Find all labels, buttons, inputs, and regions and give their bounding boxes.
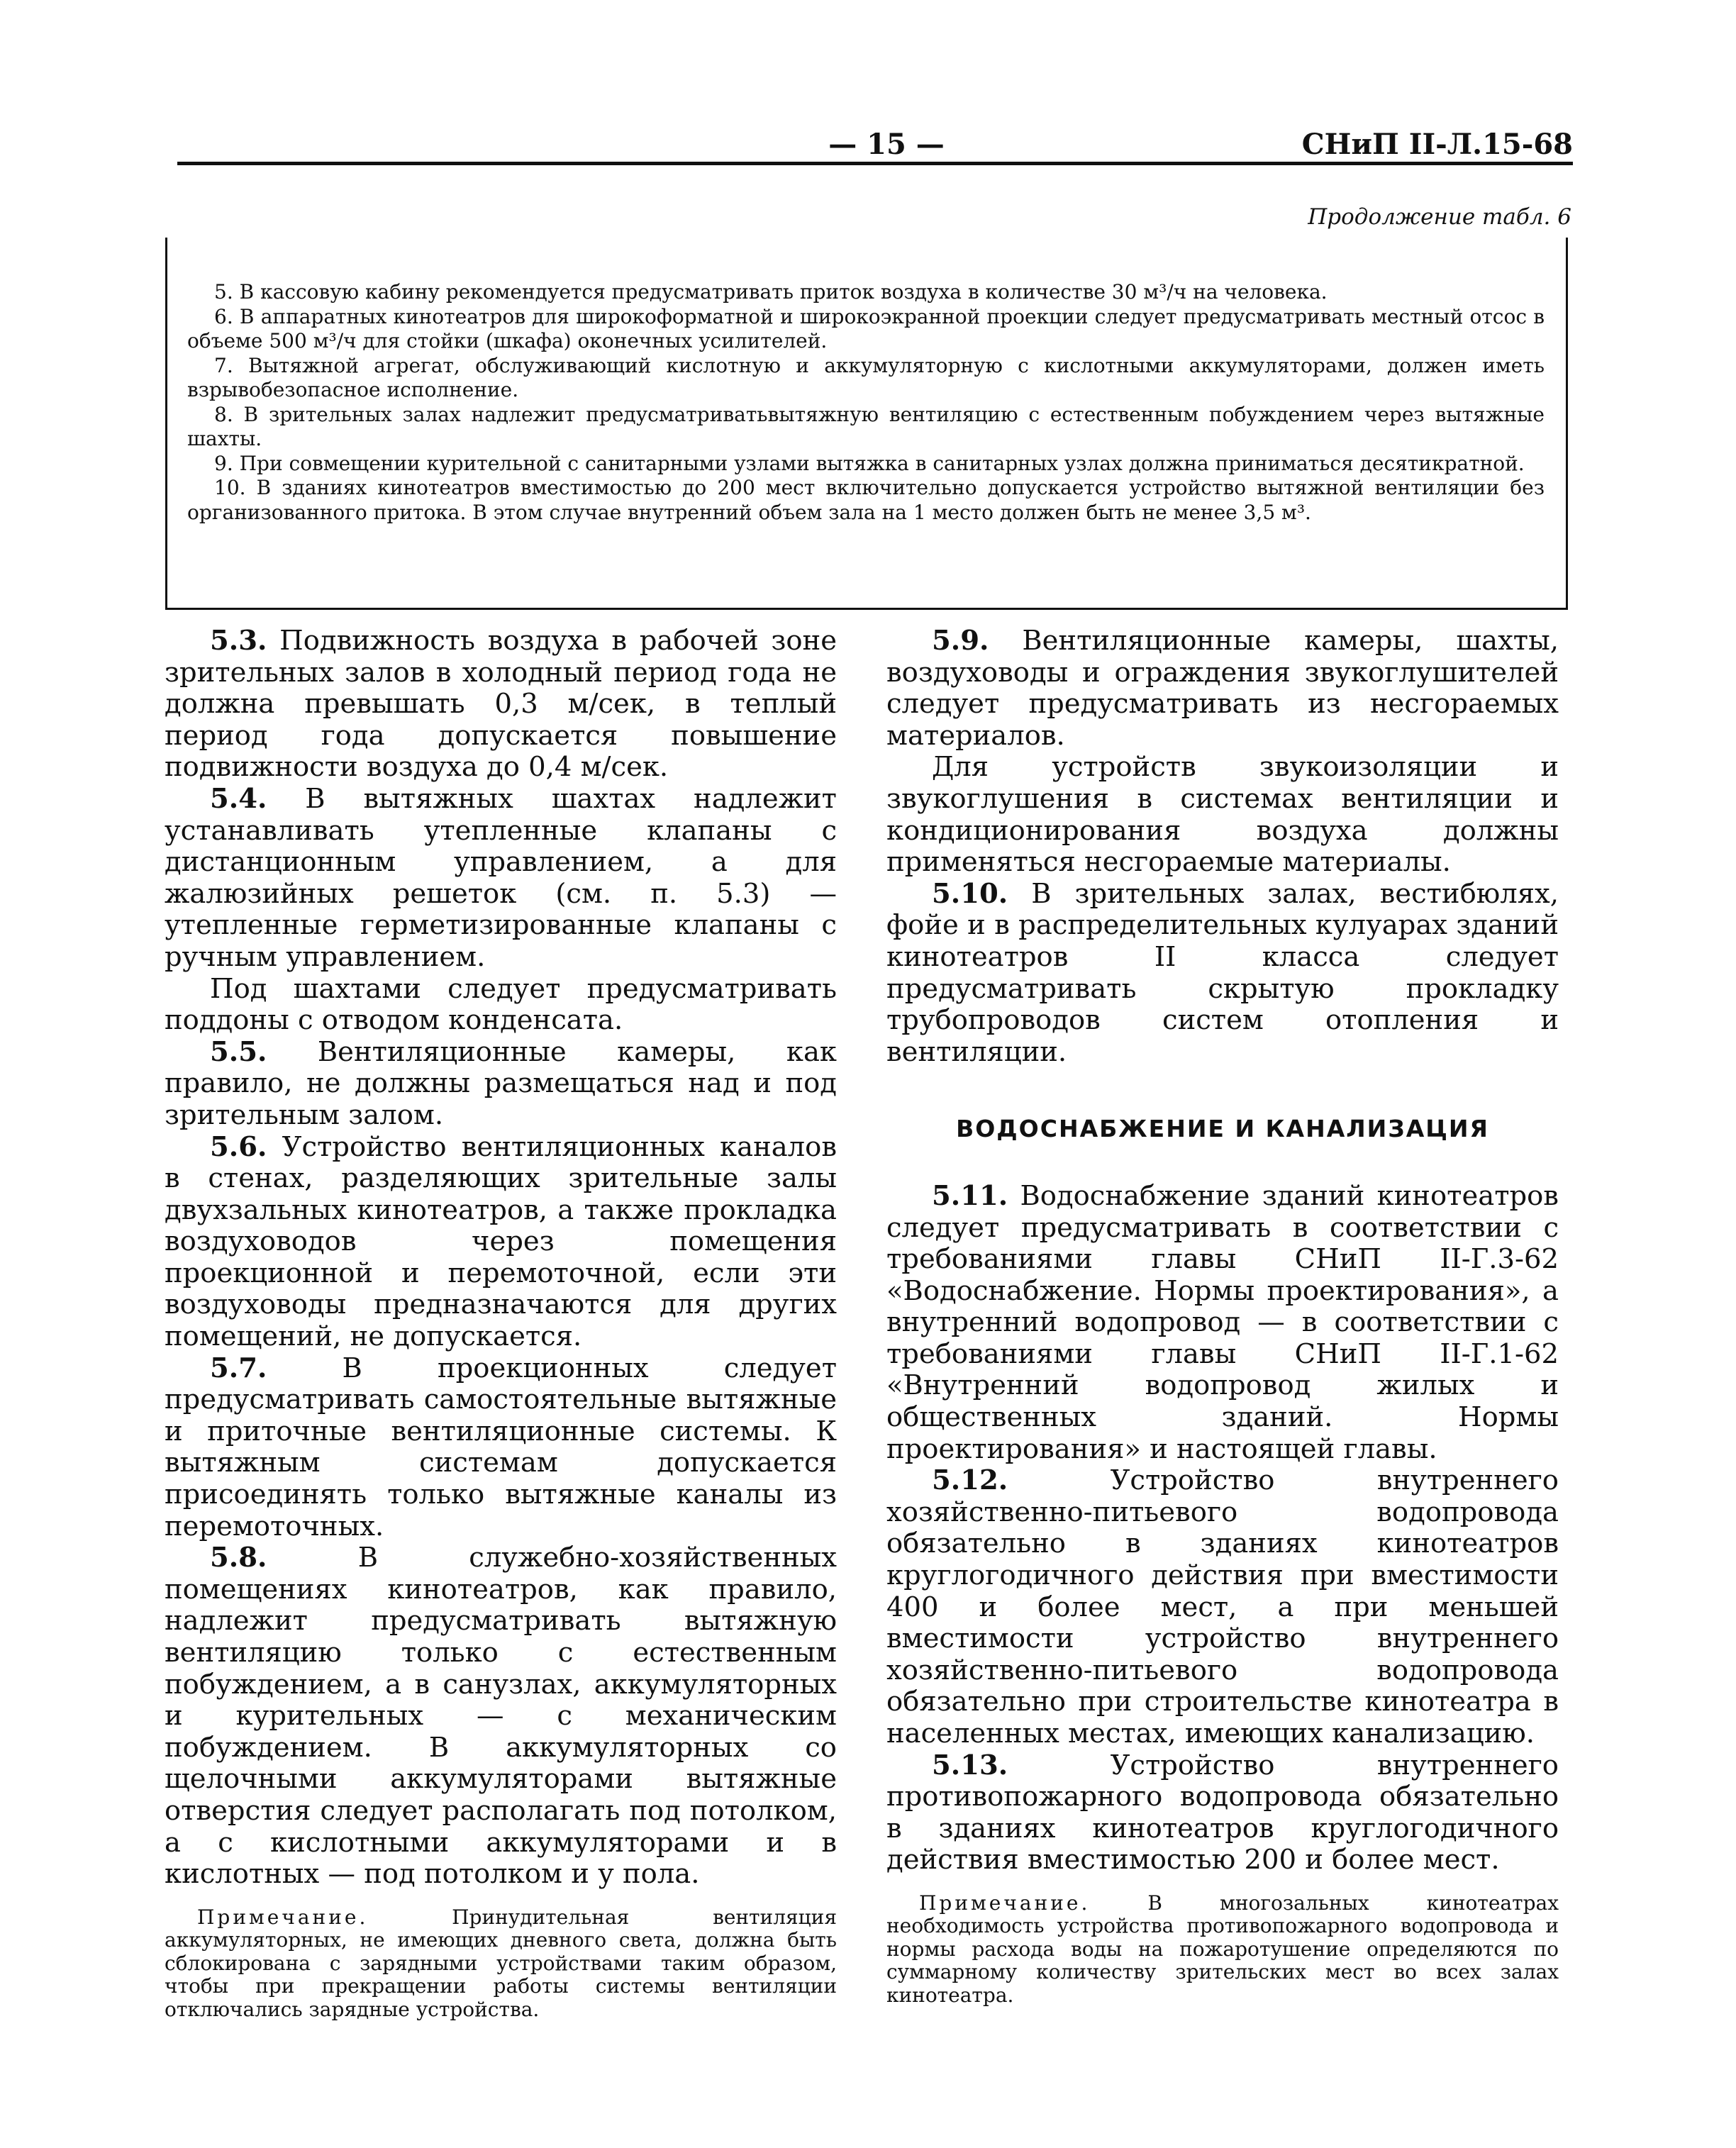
page-number: — 15 — — [828, 128, 945, 161]
clause-text: Устройство внутреннего противопожарного водопровода обязательно в зданиях кинотеатров круглогодичного действия вместимостью 200 и более мест. — [886, 1749, 1559, 1876]
clause-number: 5.7. — [210, 1352, 267, 1384]
clause-text: В служебно-хозяйственных помещениях кинотеатров, как правило, надлежит предусматривать вытяжную вентиляцию только с естественным побуждением, а в санузлах, аккумуляторных и курительных — с механическим побуждением. В аккумуляторных со щелочными аккумуляторами вытяжные отверстия следует располагать под потолком, а с кислотными аккумуляторами и в кислотных — под потолком и у пола. — [165, 1542, 837, 1891]
clause-5-8 — [165, 1542, 837, 1891]
clause-text: В проекционных следует предусматривать самостоятельные вытяжные и приточные вентиляционные системы. К вытяжным системам допускается присоединять только вытяжные каналы из перемоточных. — [165, 1352, 837, 1542]
table-note-6: 6. В аппаратных кинотеатров для широкоформатной и широкоэкранной проекции следует предусматривать местный отсос в объеме 500 м³/ч для стойки (шкафа) оконечных усилителей. — [187, 304, 1545, 352]
clause-text: В зрительных залах, вестибюлях, фойе и в распределительных кулуарах зданий кинотеатров II класса следует предусматривать скрытую прокладку трубопроводов систем отопления и вентиляции. — [886, 877, 1559, 1068]
header-divider — [177, 162, 1573, 165]
clause-text: Вентиляционные камеры, как правило, не должны размещаться над и под зрительным залом. — [165, 1035, 837, 1131]
clause-text: В вытяжных шахтах надлежит устанавливать утепленные клапаны с дистанционным управлением, а для жалюзийных решеток (см. п. 5.3) — утепленные герметизированные клапаны с ручным управлением. — [165, 782, 837, 973]
section-heading: ВОДОСНАБЖЕНИЕ И КАНАЛИЗАЦИЯ — [956, 1115, 1489, 1143]
table-continuation-label: Продолжение табл. 6 — [1308, 204, 1571, 230]
clause-5-4-continued: Под шахтами следует предусматривать поддоны с отводом конденсата. — [165, 972, 837, 1037]
right-column — [886, 625, 1559, 2007]
clause-number: 5.3. — [210, 625, 267, 657]
clause-5-9 — [886, 625, 1559, 752]
table-note-10: 10. В зданиях кинотеатров вместимостью до 200 мест включительно допускается устройство вытяжной вентиляции без организованного притока. В этом случае внутренний объем зала на 1 место должен быть не менее 3,5 м³. — [187, 476, 1545, 524]
table-note-8: 8. В зрительных залах надлежит предусматриватьвытяжную вентиляцию с естественным побуждением через вытяжные шахты. — [187, 402, 1545, 450]
clause-5-11 — [886, 1181, 1559, 1465]
note-label: Примечание. — [197, 1905, 369, 1929]
clause-5-9-continued: Для устройств звукоизоляции и звукоглушения в системах вентиляции и кондиционирования воздуха должны применяться несгораемые материалы. — [886, 751, 1559, 879]
left-column — [165, 625, 837, 2021]
clause-number: 5.6. — [210, 1130, 267, 1163]
table-note-5: 5. В кассовую кабину рекомендуется предусматривать приток воздуха в количестве 30 м³/ч на человека. — [214, 280, 1328, 304]
note-label: Примечание. — [919, 1891, 1091, 1915]
left-note — [165, 1906, 837, 2022]
clause-text: Подвижность воздуха в рабочей зоне зрительных залов в холодный период года не должна превышать 0,3 м/сек, в теплый период года допускается повышение подвижности воздуха до 0,4 м/сек. — [165, 625, 837, 784]
table-notes-box — [165, 238, 1568, 610]
table-note-9: 9. При совмещении курительной с санитарными узлами вытяжка в санитарных узлах должна приниматься десятикратной. — [214, 451, 1525, 475]
clause-number: 5.9. — [932, 625, 989, 657]
clause-text: Водоснабжение зданий кинотеатров следует предусматривать в соответствии с требованиями главы СНиП II-Г.3-62 «Водоснабжение. Нормы проектирования», а внутренний водопровод — в соответствии с требованиями главы СНиП II-Г.1-62 «Внутренний водопровод жилых и общественных зданий. Нормы проектирования» и настоящей главы. — [886, 1179, 1559, 1465]
note-text: Принудительная вентиляция аккумуляторных, не имеющих дневного света, должна быть сблокирована с зарядными устройствами таким образом, чтобы при прекращении работы системы вентиляции отключались зарядные устройства. — [165, 1905, 837, 2021]
clause-5-6 — [165, 1132, 837, 1353]
clause-5-4 — [165, 784, 837, 974]
clause-text: Устройство внутреннего хозяйственно-питьевого водопровода обязательно в зданиях кинотеатров круглогодичного действия при вместимости 400 и более мест, а при меньшей вместимости устройство внутреннего хозяйственно-питьевого водопровода обязательно при строительстве кинотеатра в населенных местах, имеющих канализацию. — [886, 1464, 1559, 1749]
clause-text: Устройство вентиляционных каналов в стенах, разделяющих зрительные залы двухзальных кинотеатров, а также прокладка воздуховодов через помещения проекционной и перемоточной, если эти воздуховоды предназначаются для других помещений, не допускается. — [165, 1130, 837, 1353]
clause-5-12 — [886, 1465, 1559, 1749]
clause-5-5 — [165, 1037, 837, 1132]
clause-number: 5.8. — [210, 1542, 267, 1574]
clause-number: 5.11. — [932, 1179, 1008, 1212]
table-note-7: 7. Вытяжной агрегат, обслуживающий кислотную и аккумуляторную с кислотными аккумуляторами, должен иметь взрывобезопасное исполнение. — [187, 353, 1545, 401]
clause-number: 5.4. — [210, 782, 267, 815]
clause-text: Вентиляционные камеры, шахты, воздуховоды и ограждения звукоглушителей следует предусматривать из несгораемых материалов. — [886, 625, 1559, 752]
right-note — [886, 1892, 1559, 2008]
clause-5-7 — [165, 1353, 837, 1543]
clause-5-13 — [886, 1750, 1559, 1876]
clause-5-3 — [165, 625, 837, 784]
clause-number: 5.13. — [932, 1749, 1008, 1781]
clause-number: 5.5. — [210, 1035, 267, 1068]
document-code: СНиП II-Л.15-68 — [1301, 128, 1573, 161]
clause-number: 5.10. — [932, 877, 1008, 910]
note-text: В многозальных кинотеатрах необходимость устройства противопожарного водопровода и нормы расхода воды на пожаротушение определяются по суммарному количеству зрительских мест во всех залах кинотеатра. — [886, 1891, 1559, 2007]
clause-number: 5.12. — [932, 1464, 1008, 1497]
clause-5-10 — [886, 879, 1559, 1069]
table-notes — [187, 280, 1545, 525]
